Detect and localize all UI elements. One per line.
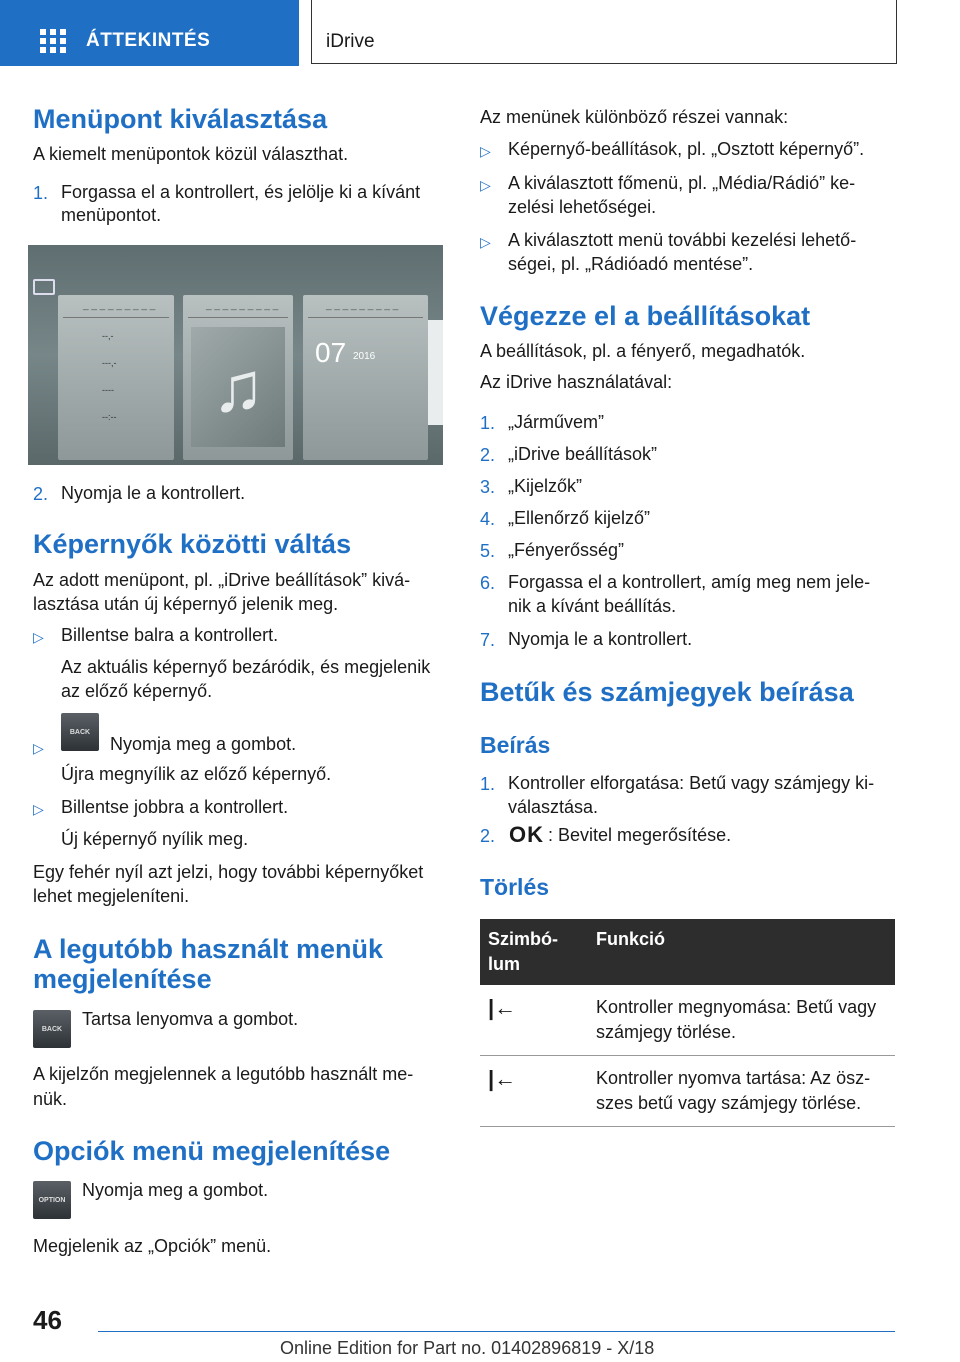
bullet-triangle-icon: ▷	[480, 177, 491, 193]
option-button-icon: OPTION	[33, 1181, 71, 1219]
step-number: 1.	[480, 774, 496, 794]
backspace-icon: |←	[488, 995, 517, 1020]
grid-menu-icon	[40, 29, 66, 53]
heading-letters: Betűk és számjegyek beírása	[480, 677, 854, 707]
table-row	[480, 1056, 895, 1127]
bullet-triangle-icon: ▷	[480, 143, 491, 159]
step-text: „Járművem”	[508, 412, 605, 432]
paragraph: Az adott menüpont, pl. „iDrive beállítások” kivá-	[33, 570, 411, 590]
bullet-sub: az előző képernyő.	[61, 681, 213, 701]
bullet-text: zelési lehetőségei.	[508, 197, 657, 217]
bullet-text: Nyomja meg a gombot.	[110, 734, 297, 754]
step-number: 1.	[33, 183, 49, 203]
step-text: „Fényerősség”	[508, 540, 625, 560]
heading-recent: megjelenítése	[33, 964, 212, 994]
bullet-text: ségei, pl. „Rádióadó mentése”.	[508, 254, 754, 274]
step-text: választása.	[508, 797, 599, 817]
heading-switch: Képernyők közötti váltás	[33, 529, 352, 559]
ok-icon: OK	[509, 822, 544, 847]
section-tab[interactable]	[0, 0, 299, 66]
step-text: Nyomja le a kontrollert.	[508, 629, 693, 649]
symbol-table	[480, 919, 895, 1127]
chapter-tab[interactable]	[311, 0, 897, 64]
section-label: ÁTTEKINTÉS	[86, 30, 211, 51]
select-intro: A kiemelt menüpontok közül választhat.	[33, 144, 349, 164]
bullet-text: A kiválasztott menü további kezelési lehető-	[508, 230, 857, 250]
table-header-symbol: Szimbó-lum	[480, 919, 588, 985]
step-text: nik a kívánt beállítás.	[508, 596, 677, 616]
step-text: : Bevitel megerősítése.	[548, 825, 732, 845]
table-row	[480, 985, 895, 1056]
panel-row: --,-	[102, 331, 114, 341]
backspace-icon: |←	[488, 1066, 517, 1091]
page-number: 46	[33, 1305, 62, 1335]
panel-title: _ _ _ _ _ _ _ _ _	[63, 300, 169, 318]
paragraph: Az iDrive használatával:	[480, 372, 673, 392]
step-text: „Ellenőrző kijelző”	[508, 508, 651, 528]
next-screen-arrow-icon	[428, 320, 443, 425]
paragraph: nük.	[33, 1089, 68, 1109]
step-text: „iDrive beállítások”	[508, 444, 658, 464]
paragraph: Egy fehér nyíl azt jelzi, hogy további képernyőket	[33, 862, 424, 882]
menu-panel-media	[183, 295, 293, 460]
bullet-text: Képernyő-beállítások, pl. „Osztott képernyő”.	[508, 139, 865, 159]
heading-options: Opciók menü megjelenítése	[33, 1136, 391, 1166]
bullet-triangle-icon: ▷	[480, 234, 491, 250]
step-text: Forgassa el a kontrollert, amíg meg nem jele-	[508, 572, 871, 592]
table-cell-function: Kontroller nyomva tartása: Az ösz-szes betű vagy számjegy törlése.	[588, 1056, 895, 1127]
bullet-triangle-icon: ▷	[33, 801, 44, 817]
step-text: Nyomja le a kontrollert.	[61, 483, 246, 503]
bullet-triangle-icon: ▷	[33, 629, 44, 645]
bullet-triangle-icon: ▷	[33, 740, 44, 756]
calendar-year: 2016	[353, 351, 376, 362]
panel-title: _ _ _ _ _ _ _ _ _	[188, 300, 288, 318]
paragraph: A kijelzőn megjelennek a legutóbb használt me-	[33, 1064, 414, 1084]
music-note-icon: ♫	[191, 327, 285, 447]
heading-delete: Törlés	[480, 874, 550, 900]
paragraph: Tartsa lenyomva a gombot.	[82, 1009, 299, 1029]
footer-edition: Online Edition for Part no. 01402896819 - X/18	[280, 1338, 655, 1358]
paragraph: lehet megjeleníteni.	[33, 886, 190, 906]
table-cell-function: Kontroller megnyomása: Betű vagy számjegy törlése.	[588, 985, 895, 1056]
paragraph: A beállítások, pl. a fényerő, megadhatók.	[480, 341, 806, 361]
heading-settings: Végezze el a beállításokat	[480, 301, 811, 331]
step-number: 4.	[480, 509, 496, 529]
step-text: „Kijelzők”	[508, 476, 583, 496]
calendar-day: 07	[315, 337, 347, 368]
panel-row: --:--	[102, 412, 117, 422]
paragraph: Az menünek különböző részei vannak:	[480, 107, 789, 127]
bullet-sub: Újra megnyílik az előző képernyő.	[61, 764, 332, 784]
paragraph: Megjelenik az „Opciók” menü.	[33, 1236, 272, 1256]
heading-select: Menüpont kiválasztása	[33, 104, 328, 134]
step-number: 2.	[480, 445, 496, 465]
panel-row: ----	[102, 385, 114, 395]
table-header-row	[480, 919, 895, 985]
step-text: menüpontot.	[61, 205, 162, 225]
step-number: 1.	[480, 413, 496, 433]
footer-divider	[98, 1331, 895, 1332]
paragraph: Nyomja meg a gombot.	[82, 1180, 269, 1200]
step-text: Forgassa el a kontrollert, és jelölje ki a kívánt	[61, 182, 421, 202]
bullet-sub: Az aktuális képernyő bezáródik, és megjelenik	[61, 657, 431, 677]
step-number: 7.	[480, 630, 496, 650]
step-number: 2.	[33, 484, 49, 504]
chapter-label: iDrive	[326, 31, 375, 52]
step-number: 6.	[480, 573, 496, 593]
bullet-text: Billentse balra a kontrollert.	[61, 625, 279, 645]
step-number: 2.	[480, 826, 496, 846]
bullet-text: Billentse jobbra a kontrollert.	[61, 797, 289, 817]
idrive-screen-image	[28, 245, 443, 465]
page-header	[0, 0, 960, 66]
bullet-sub: Új képernyő nyílik meg.	[61, 829, 249, 849]
heading-input: Beírás	[480, 732, 551, 758]
bullet-text: A kiválasztott főmenü, pl. „Média/Rádió” ke-	[508, 173, 856, 193]
step-number: 3.	[480, 477, 496, 497]
menu-panel-vehicle	[58, 295, 174, 460]
panel-title: _ _ _ _ _ _ _ _ _	[308, 300, 423, 318]
back-button-icon: BACK	[61, 713, 99, 751]
step-text: Kontroller elforgatása: Betű vagy számjegy ki-	[508, 773, 875, 793]
split-screen-icon	[33, 279, 55, 295]
step-number: 5.	[480, 541, 496, 561]
panel-row: ---,-	[102, 358, 117, 368]
back-button-icon: BACK	[33, 1010, 71, 1048]
table-header-function: Funkció	[588, 919, 895, 985]
paragraph: lasztása után új képernyő jelenik meg.	[33, 594, 339, 614]
menu-panel-calendar	[303, 295, 428, 460]
heading-recent: A legutóbb használt menük	[33, 934, 384, 964]
